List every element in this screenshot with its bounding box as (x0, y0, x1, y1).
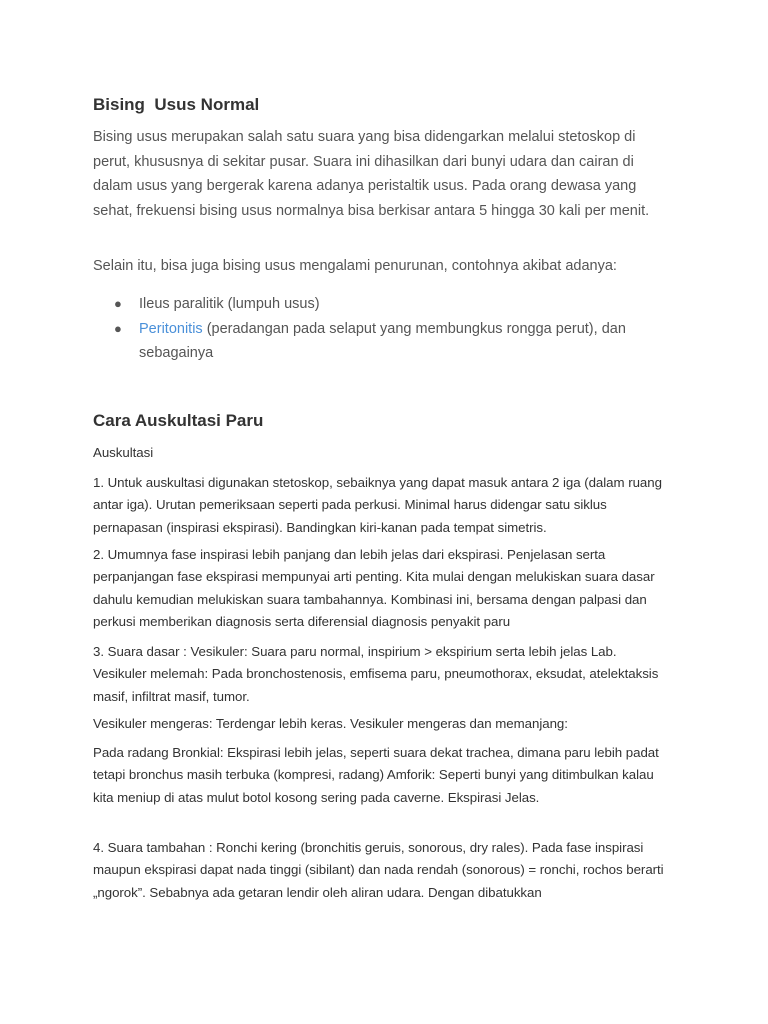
bullet-icon: ● (114, 296, 122, 311)
list-item-text: Ileus paralitik (lumpuh usus) (139, 296, 320, 312)
section-heading-bising-usus: Bising Usus Normal (93, 95, 260, 114)
subheading-auskultasi: Auskultasi (93, 445, 154, 460)
peritonitis-link[interactable]: Peritonitis (139, 320, 203, 337)
paragraph-auskultasi-4: Vesikuler mengeras: Terdengar lebih keras. Vesikuler mengeras dan memanjang: (93, 716, 568, 731)
paragraph-auskultasi-5: Pada radang Bronkial: Ekspirasi lebih jelas, seperti suara dekat trachea, dimana paru lebih padat tetapi bronchus masih terbuka (kompresi, radang) Amforik: Seperti bunyi yang ditimbulkan kalau kita meniup di atas mulut botol kosong sering pada caverne. Ekspirasi Jelas. (93, 745, 659, 805)
bullet-icon: ● (114, 320, 122, 336)
paragraph-auskultasi-6: 4. Suara tambahan : Ronchi kering (bronchitis geruis, sonorous, dry rales). Pada fase inspirasi maupun ekspirasi dapat nada tinggi (sibilant) dan nada rendah (sonorous) = ronchi, rochos berarti „ngorok”. Sebabnya ada getaran lendir oleh aliran udara. Dengan dibatukkan (93, 840, 664, 900)
paragraph-auskultasi-1: 1. Untuk auskultasi digunakan stetoskop, sebaiknya yang dapat masuk antara 2 iga (dalam ruang antar iga). Urutan pemeriksaan seperti pada perkusi. Minimal harus didengar satu siklus pernapasan (inspirasi ekspirasi). Bandingkan kiri-kanan pada tempat simetris. (93, 475, 662, 535)
paragraph-auskultasi-2: 2. Umumnya fase inspirasi lebih panjang dan lebih jelas dari ekspirasi. Penjelasan serta perpanjangan fase ekspirasi mempunyai arti penting. Kita mulai dengan melukiskan suara dasar dahulu kemudian melukiskan suara tambahannya. Kombinasi ini, bersama dengan palpasi dan perkusi memberikan diagnosis serta diferensial diagnosis penyakit paru (93, 547, 655, 629)
section-heading-auskultasi-paru: Cara Auskultasi Paru (93, 411, 264, 430)
list-item (93, 292, 675, 317)
list-item-text: (peradangan pada selaput yang membungkus rongga perut), dan sebagainya (139, 320, 626, 361)
paragraph-auskultasi-3: 3. Suara dasar : Vesikuler: Suara paru normal, inspirium > ekspirium serta lebih jelas Lab. Vesikuler melemah: Pada bronchostenosis, emfisema paru, pneumothorax, eksudat, atelektaksis masif, infiltrat masif, tumor. (93, 644, 659, 704)
paragraph-penurunan: Selain itu, bisa juga bising usus mengalami penurunan, contohnya akibat adanya: (93, 258, 617, 274)
paragraph-bising-usus-intro: Bising usus merupakan salah satu suara yang bisa didengarkan melalui stetoskop di perut, khususnya di sekitar pusar. Suara ini dihasilkan dari bunyi udara dan cairan di dalam usus yang bergerak karena adanya peristaltik usus. Pada orang dewasa yang sehat, frekuensi bising usus normalnya bisa berkisar antara 5 hingga 30 kali per menit. (93, 129, 650, 219)
bullet-list (93, 292, 675, 366)
list-item (93, 317, 675, 366)
